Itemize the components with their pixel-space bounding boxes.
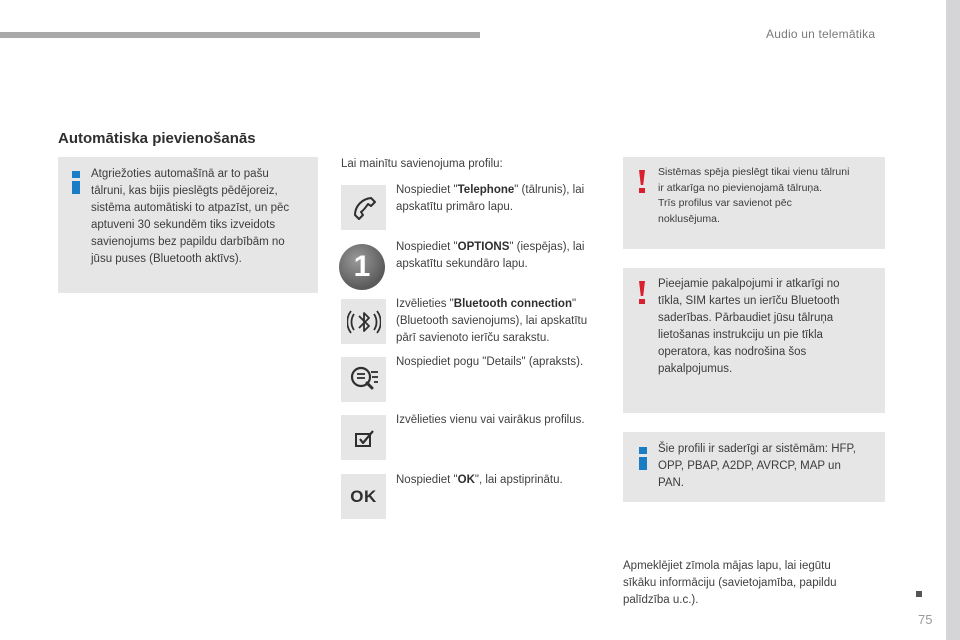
page-edge-strip (946, 0, 960, 640)
footer-note (623, 558, 873, 609)
step-number-badge: 1 (339, 244, 385, 290)
page-marker (916, 591, 922, 597)
bluetooth-icon (341, 299, 386, 344)
section-title: Automātiska pievienošanās (58, 130, 256, 147)
info-line: Atgriežoties automašīnā ar to pašu (91, 168, 269, 180)
warning-icon (639, 170, 645, 193)
ok-icon-label: OK (350, 486, 377, 506)
warning-line: Sistēmas spēja pieslēgt tikai vienu tālruni (658, 166, 850, 178)
info-line: PAN. (658, 477, 684, 489)
details-search-icon (341, 357, 386, 402)
info-text (658, 441, 880, 492)
step-text-ok: Nospiediet "OK", lai apstiprinātu. (396, 474, 563, 486)
warning-line: Pieejamie pakalpojumi ir atkarīgi no (658, 278, 840, 290)
info-line: tālruni, kas bijis pieslēgts pēdējoreiz, (91, 185, 278, 197)
step-text-telephone: Nospiediet "Telephone" (tālrunis), lai apskatītu primāro lapu. (396, 184, 585, 213)
phone-icon (341, 185, 386, 230)
warning-text (658, 276, 880, 378)
info-line: jūsu puses (Bluetooth aktīvs). (91, 253, 242, 265)
warning-line: saderības. Pārbaudiet jūsu tālruņa (658, 312, 834, 324)
chapter-title: Audio un telemātika (766, 27, 876, 41)
warning-line: noklusējuma. (658, 212, 720, 225)
info-line: savienojums bez papildu darbībām no (91, 236, 285, 248)
step-text-options: Nospiediet "OPTIONS" (iespējas), lai apskatītu sekundāro lapu. (396, 241, 585, 270)
header-rule (0, 32, 480, 38)
step-text-bluetooth: Izvēlieties "Bluetooth connection" (Bluetooth savienojums), lai apskatītu pārī savienoto ierīču sarakstu. (396, 298, 588, 344)
step-text-profiles: Izvēlieties vienu vai vairākus profilus. (396, 414, 585, 426)
info-box-auto-connect (58, 157, 318, 293)
warning-box-services (623, 268, 885, 413)
footer-line: sīkāku informāciju (savietojamība, papildu (623, 577, 837, 589)
checkbox-icon (341, 415, 386, 460)
warning-line: operatora, kas nodrošina šos (658, 346, 807, 358)
info-line: aptuveni 30 sekundēm tiks izveidots (91, 219, 276, 231)
info-box-profiles (623, 432, 885, 502)
page-number: 75 (918, 612, 933, 627)
warning-icon (639, 281, 645, 304)
procedure-intro: Lai mainītu savienojuma profilu: (341, 158, 503, 170)
warning-box-single-phone (623, 157, 885, 249)
info-icon (72, 171, 80, 194)
info-text (91, 166, 313, 268)
step-text-details: Nospiediet pogu "Details" (apraksts). (396, 356, 584, 368)
warning-text (658, 165, 880, 227)
info-line: sistēma automātiski to atpazīst, un pēc (91, 202, 290, 214)
warning-line: ir atkarīga no pievienojamā tālruņa. (658, 181, 823, 194)
warning-line: lietošanas instrukciju un pie tīkla (658, 329, 823, 341)
footer-line: palīdzība u.c.). (623, 594, 699, 606)
ok-icon (341, 474, 386, 519)
info-icon (639, 447, 647, 470)
info-line: Šie profili ir saderīgi ar sistēmām: HFP, (658, 443, 856, 455)
warning-line: tīkla, SIM kartes un ierīču Bluetooth (658, 295, 840, 307)
info-line: OPP, PBAP, A2DP, AVRCP, MAP un (658, 460, 841, 472)
footer-line: Apmeklējiet zīmola mājas lapu, lai iegūtu (623, 560, 831, 572)
warning-line: pakalpojumus. (658, 363, 733, 375)
warning-line: Trīs profilus var savienot pēc (658, 197, 792, 209)
